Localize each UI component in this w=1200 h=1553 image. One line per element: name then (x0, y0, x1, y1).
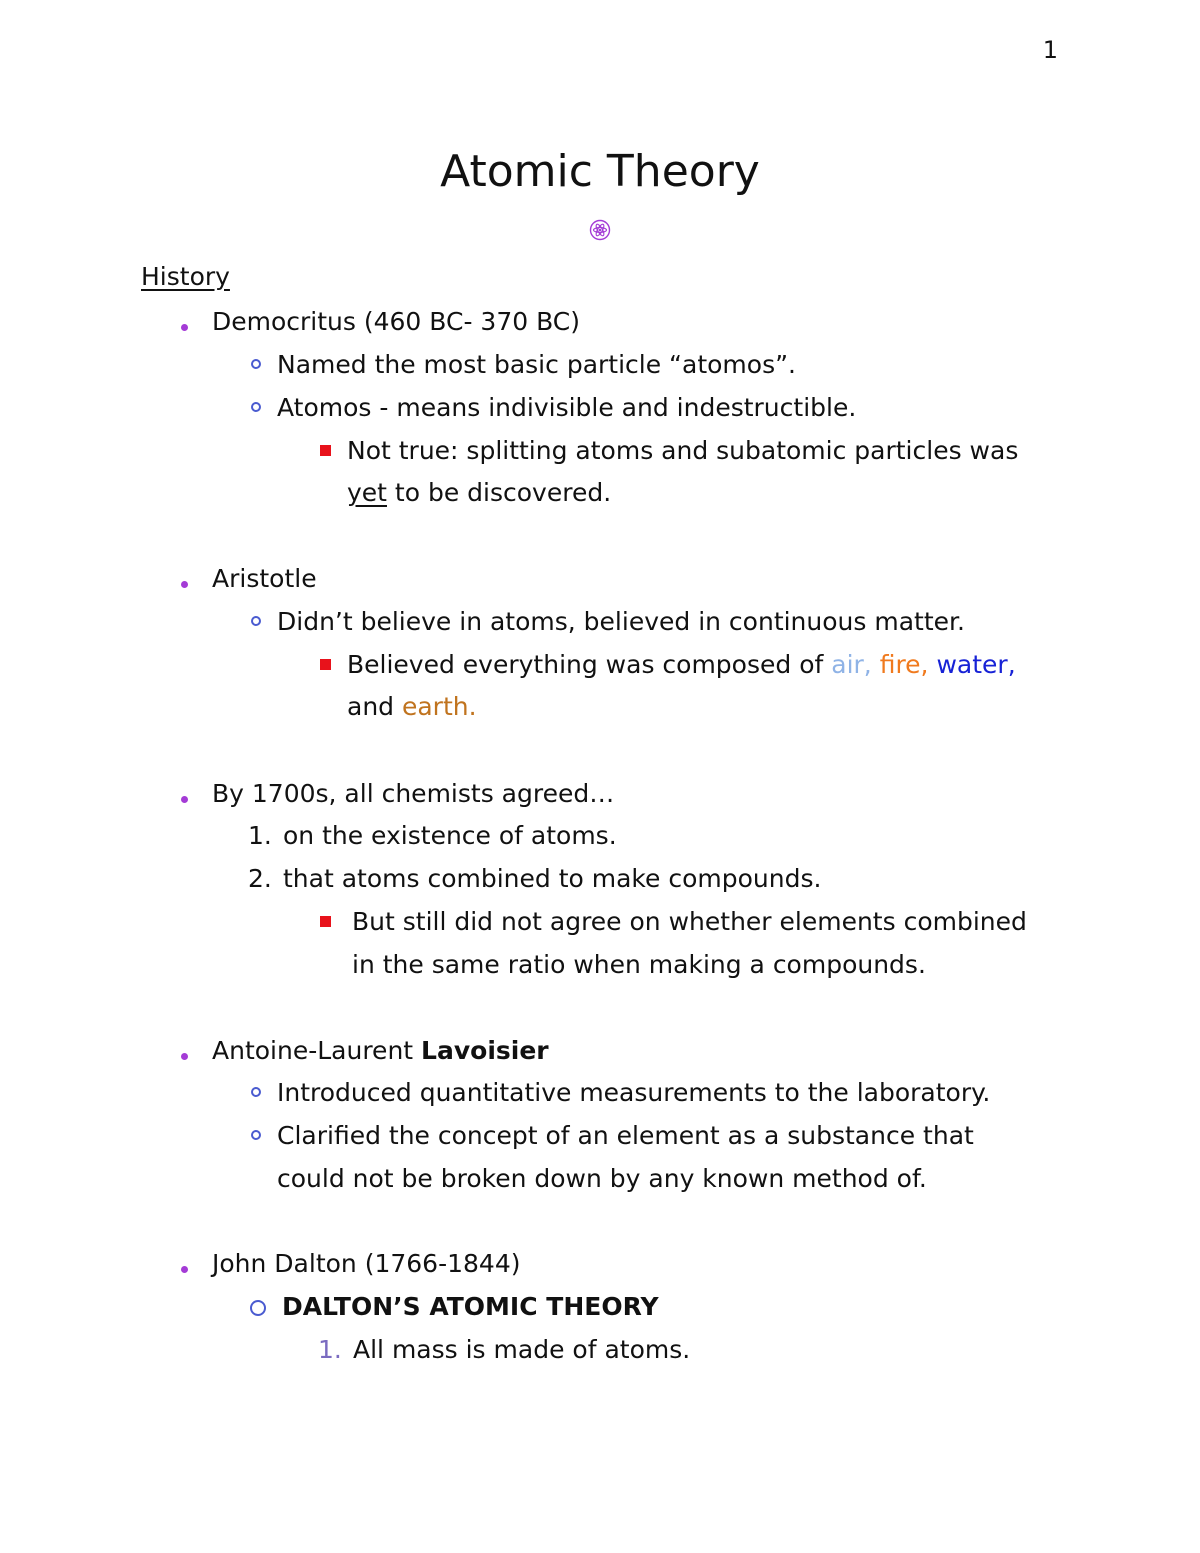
section-heading-history: History (141, 262, 230, 291)
atom-symbol-icon (589, 219, 611, 241)
bullet-dot (181, 1053, 188, 1060)
bullet-circle (251, 1130, 261, 1140)
aristotle-label: Aristotle (212, 564, 317, 593)
dalton-label: John Dalton (1766-1844) (212, 1249, 521, 1278)
bullet-dot (181, 796, 188, 803)
detail-rest: to be discovered. (386, 478, 612, 507)
democritus-sub1: Named the most basic particle “atomos”. (277, 350, 796, 379)
lavoisier-sub2-line2: could not be broken down by any known method of. (277, 1164, 927, 1193)
democritus-detail-line2 (347, 480, 611, 505)
bullet-circle (250, 1300, 266, 1316)
bullet-dot (181, 581, 188, 588)
element-air: air, (831, 650, 872, 679)
chemists-detail-line1: But still did not agree on whether elements combined (352, 907, 1027, 936)
underlined-yet: yet (347, 478, 387, 507)
aristotle-detail-line2 (347, 694, 477, 719)
element-fire: fire, (879, 650, 929, 679)
aristotle-sub1: Didn’t believe in atoms, believed in continuous matter. (277, 607, 965, 636)
lavoisier-sub1: Introduced quantitative measurements to the laboratory. (277, 1078, 991, 1107)
bullet-circle (251, 402, 261, 412)
chemists-item2: that atoms combined to make compounds. (283, 864, 822, 893)
detail-prefix: Believed everything was composed of (347, 650, 832, 679)
democritus-detail-line1: Not true: splitting atoms and subatomic particles was (347, 436, 1019, 465)
and-word: and (347, 692, 402, 721)
bullet-square (320, 445, 331, 456)
element-water: water, (936, 650, 1016, 679)
lavoisier-sub2-line1: Clarified the concept of an element as a substance that (277, 1121, 974, 1150)
dalton-theory-heading: DALTON’S ATOMIC THEORY (282, 1292, 659, 1321)
chemists-item1-number: 1. (248, 821, 272, 850)
aristotle-detail-line1 (347, 652, 1016, 677)
bullet-square (320, 916, 331, 927)
bullet-dot (181, 1266, 188, 1273)
chemists-label: By 1700s, all chemists agreed… (212, 779, 615, 808)
bullet-square (320, 659, 331, 670)
page-number: 1 (1042, 36, 1058, 64)
lavoisier-surname: Lavoisier (421, 1036, 549, 1065)
democritus-sub2: Atomos - means indivisible and indestructible. (277, 393, 857, 422)
bullet-circle (251, 616, 261, 626)
chemists-item2-number: 2. (248, 864, 272, 893)
chemists-item1: on the existence of atoms. (283, 821, 617, 850)
dalton-item1-number: 1. (318, 1335, 342, 1364)
lavoisier-label (212, 1038, 549, 1063)
element-earth: earth. (401, 692, 477, 721)
page-title: Atomic Theory (440, 146, 760, 197)
dalton-item1: All mass is made of atoms. (353, 1335, 691, 1364)
bullet-dot (181, 324, 188, 331)
lavoisier-prefix: Antoine-Laurent (212, 1036, 422, 1065)
bullet-circle (251, 1087, 261, 1097)
chemists-detail-line2: in the same ratio when making a compounds. (352, 950, 926, 979)
democritus-label: Democritus (460 BC- 370 BC) (212, 307, 581, 336)
bullet-circle (251, 359, 261, 369)
